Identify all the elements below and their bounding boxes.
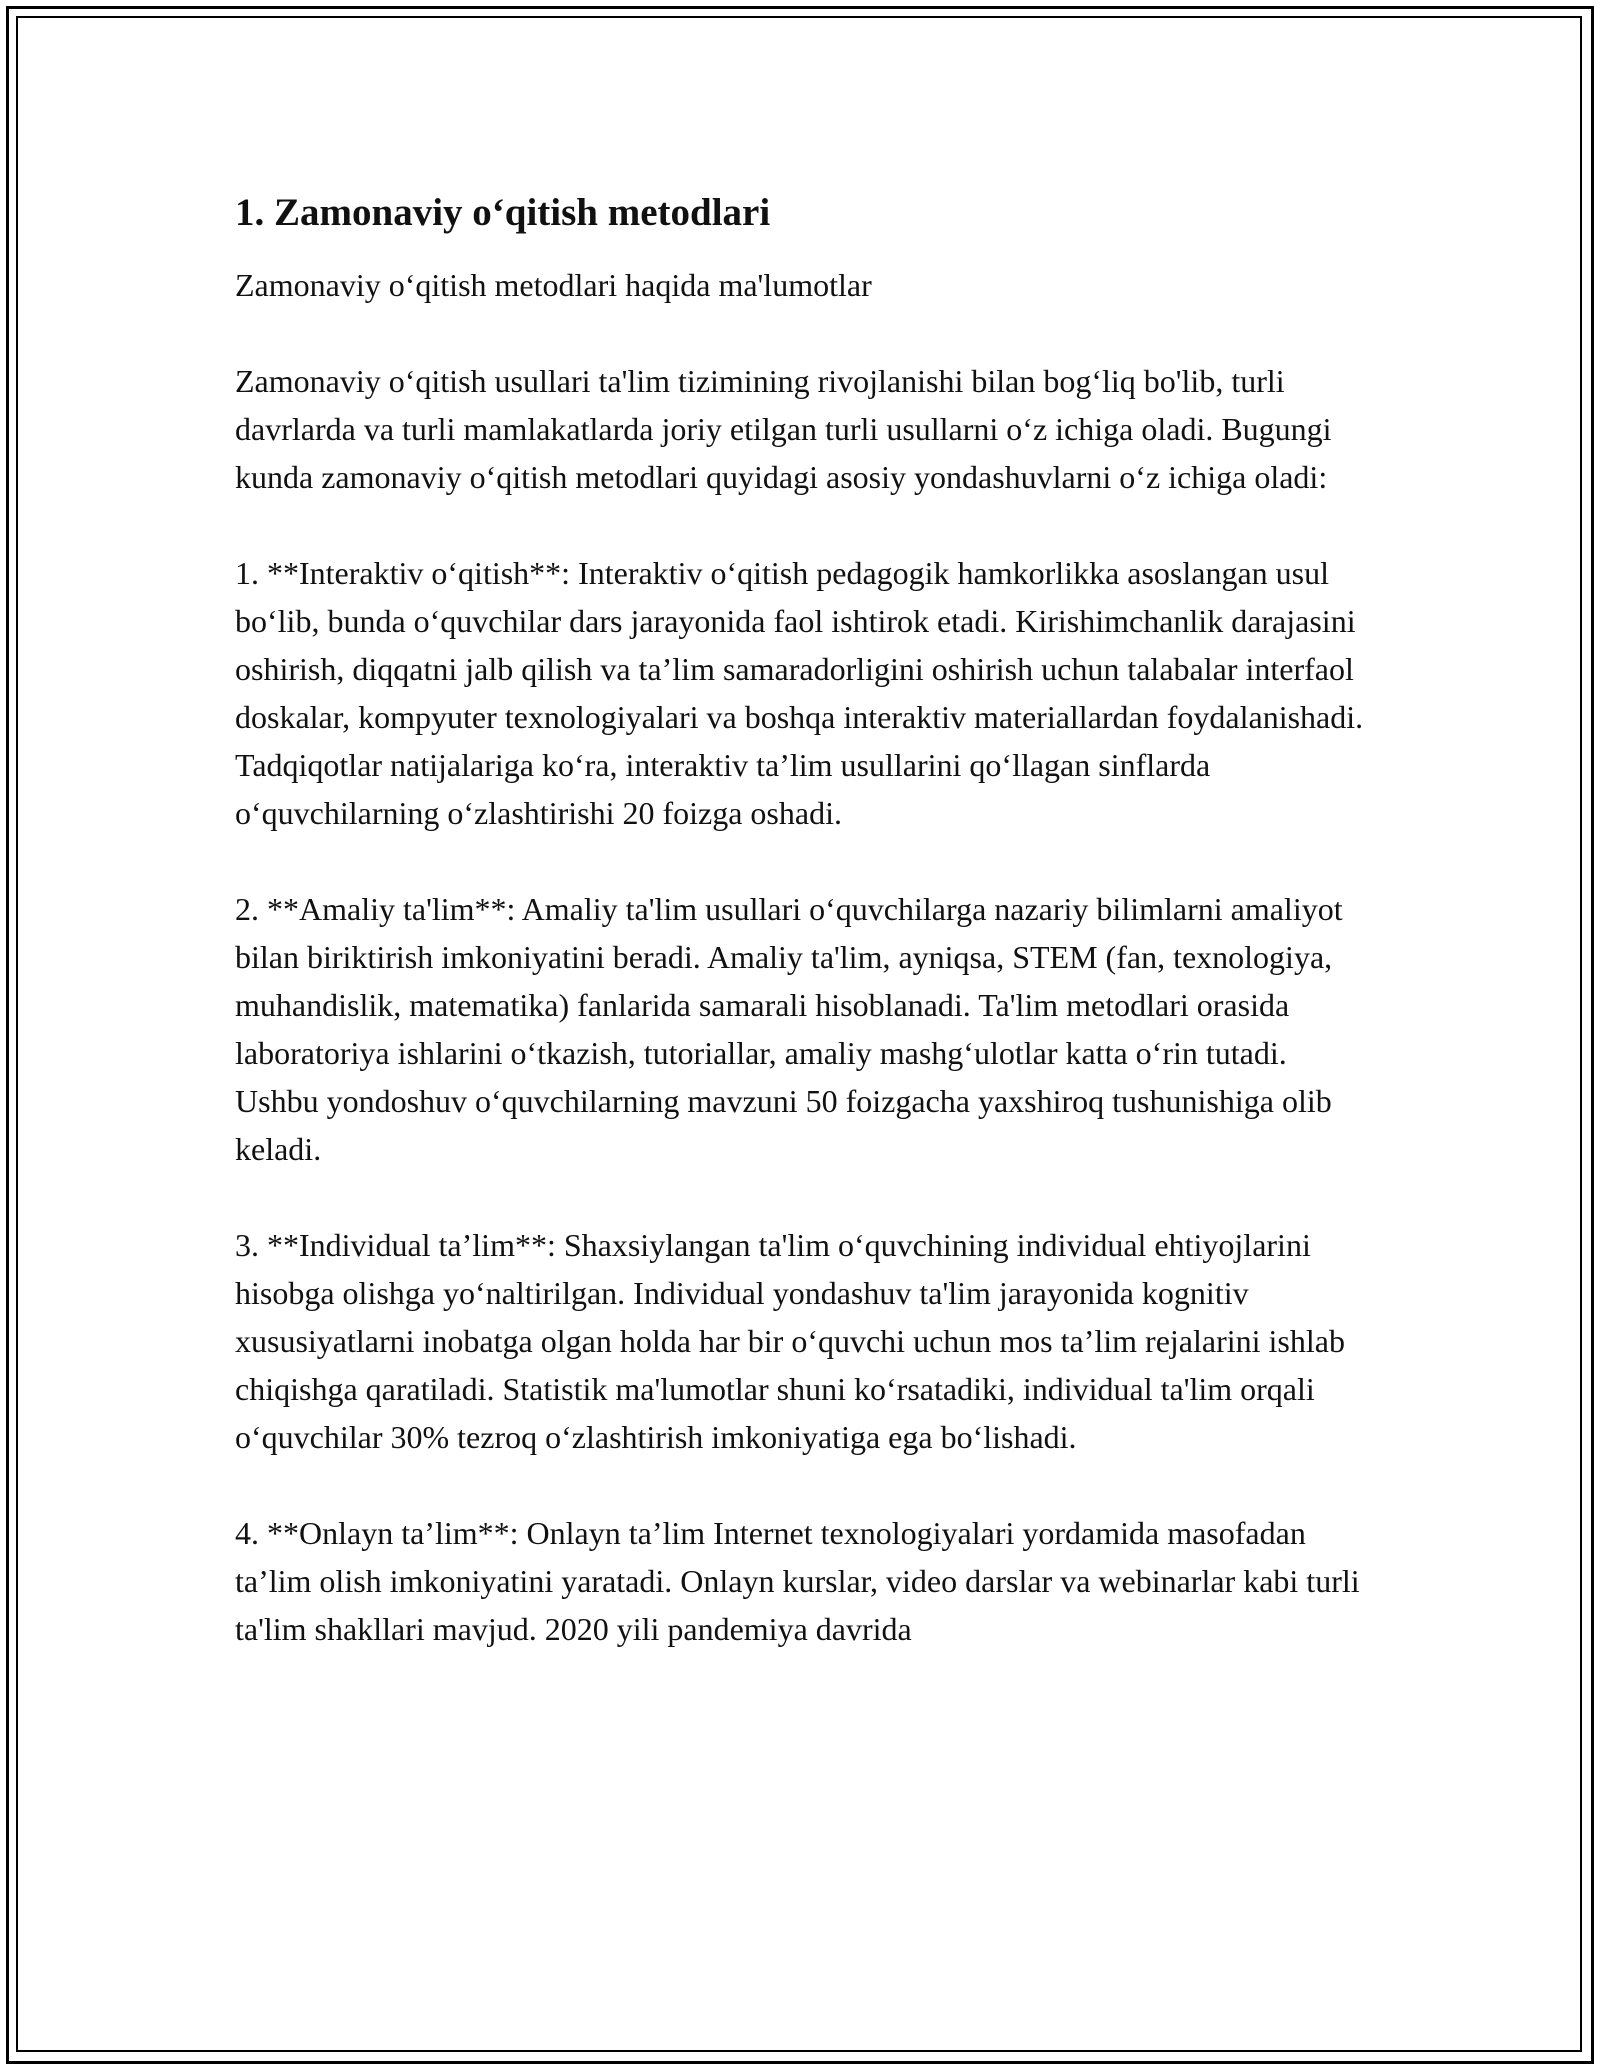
intro-paragraph: Zamonaviy o‘qitish usullari ta'lim tizimining rivojlanishi bilan bog‘liq bo'lib, turli davrlarda va turli mamlakatlarda joriy etilgan turli usullarni o‘z ichiga oladi. Bugungi kunda zamonaviy o‘qitish metodlari quyidagi asosiy yondashuvlarni o‘z ichiga oladi:	[235, 363, 1332, 495]
document-body	[235, 185, 1375, 1653]
interactive-learning-paragraph: 1. **Interaktiv o‘qitish**: Interaktiv o‘qitish pedagogik hamkorlikka asoslangan usul bo‘lib, bunda o‘quvchilar dars jarayonida faol ishtirok etadi. Kirishimchanlik darajasini oshirish, diqqatni jalb qilish va ta’lim samaradorligini oshirish uchun talabalar interfaol doskalar, kompyuter texnologiyalari va boshqa interaktiv materiallardan foydalanishadi. Tadqiqotlar natijalariga ko‘ra, interaktiv ta’lim usullarini qo‘llagan sinflarda o‘quvchilarning o‘zlashtirishi 20 foizga oshadi.	[235, 555, 1364, 831]
document-subtitle: Zamonaviy o‘qitish metodlari haqida ma'lumotlar	[235, 267, 872, 303]
online-learning-paragraph: 4. **Onlayn ta’lim**: Onlayn ta’lim Internet texnologiyalari yordamida masofadan ta’lim olish imkoniyatini yaratadi. Onlayn kurslar, video darslar va webinarlar kabi turli ta'lim shakllari mavjud. 2020 yili pandemiya davrida	[235, 1515, 1360, 1647]
document-title: 1. Zamonaviy o‘qitish metodlari	[235, 191, 771, 234]
practical-learning-paragraph: 2. **Amaliy ta'lim**: Amaliy ta'lim usullari o‘quvchilarga nazariy bilimlarni amaliyot bilan biriktirish imkoniyatini beradi. Amaliy ta'lim, ayniqsa, STEM (fan, texnologiya, muhandislik, matematika) fanlarida samarali hisoblanadi. Ta'lim metodlari orasida laboratoriya ishlarini o‘tkazish, tutoriallar, amaliy mashg‘ulotlar katta o‘rin tutadi. Ushbu yondoshuv o‘quvchilarning mavzuni 50 foizgacha yaxshiroq tushunishiga olib keladi.	[235, 891, 1343, 1167]
individual-learning-paragraph: 3. **Individual ta’lim**: Shaxsiylangan ta'lim o‘quvchining individual ehtiyojlarini hisobga olishga yo‘naltirilgan. Individual yondashuv ta'lim jarayonida kognitiv xususiyatlarni inobatga olgan holda har bir o‘quvchi uchun mos ta’lim rejalarini ishlab chiqishga qaratiladi. Statistik ma'lumotlar shuni ko‘rsatadiki, individual ta'lim orqali o‘quvchilar 30% tezroq o‘zlashtirish imkoniyatiga ega bo‘lishadi.	[235, 1227, 1345, 1455]
